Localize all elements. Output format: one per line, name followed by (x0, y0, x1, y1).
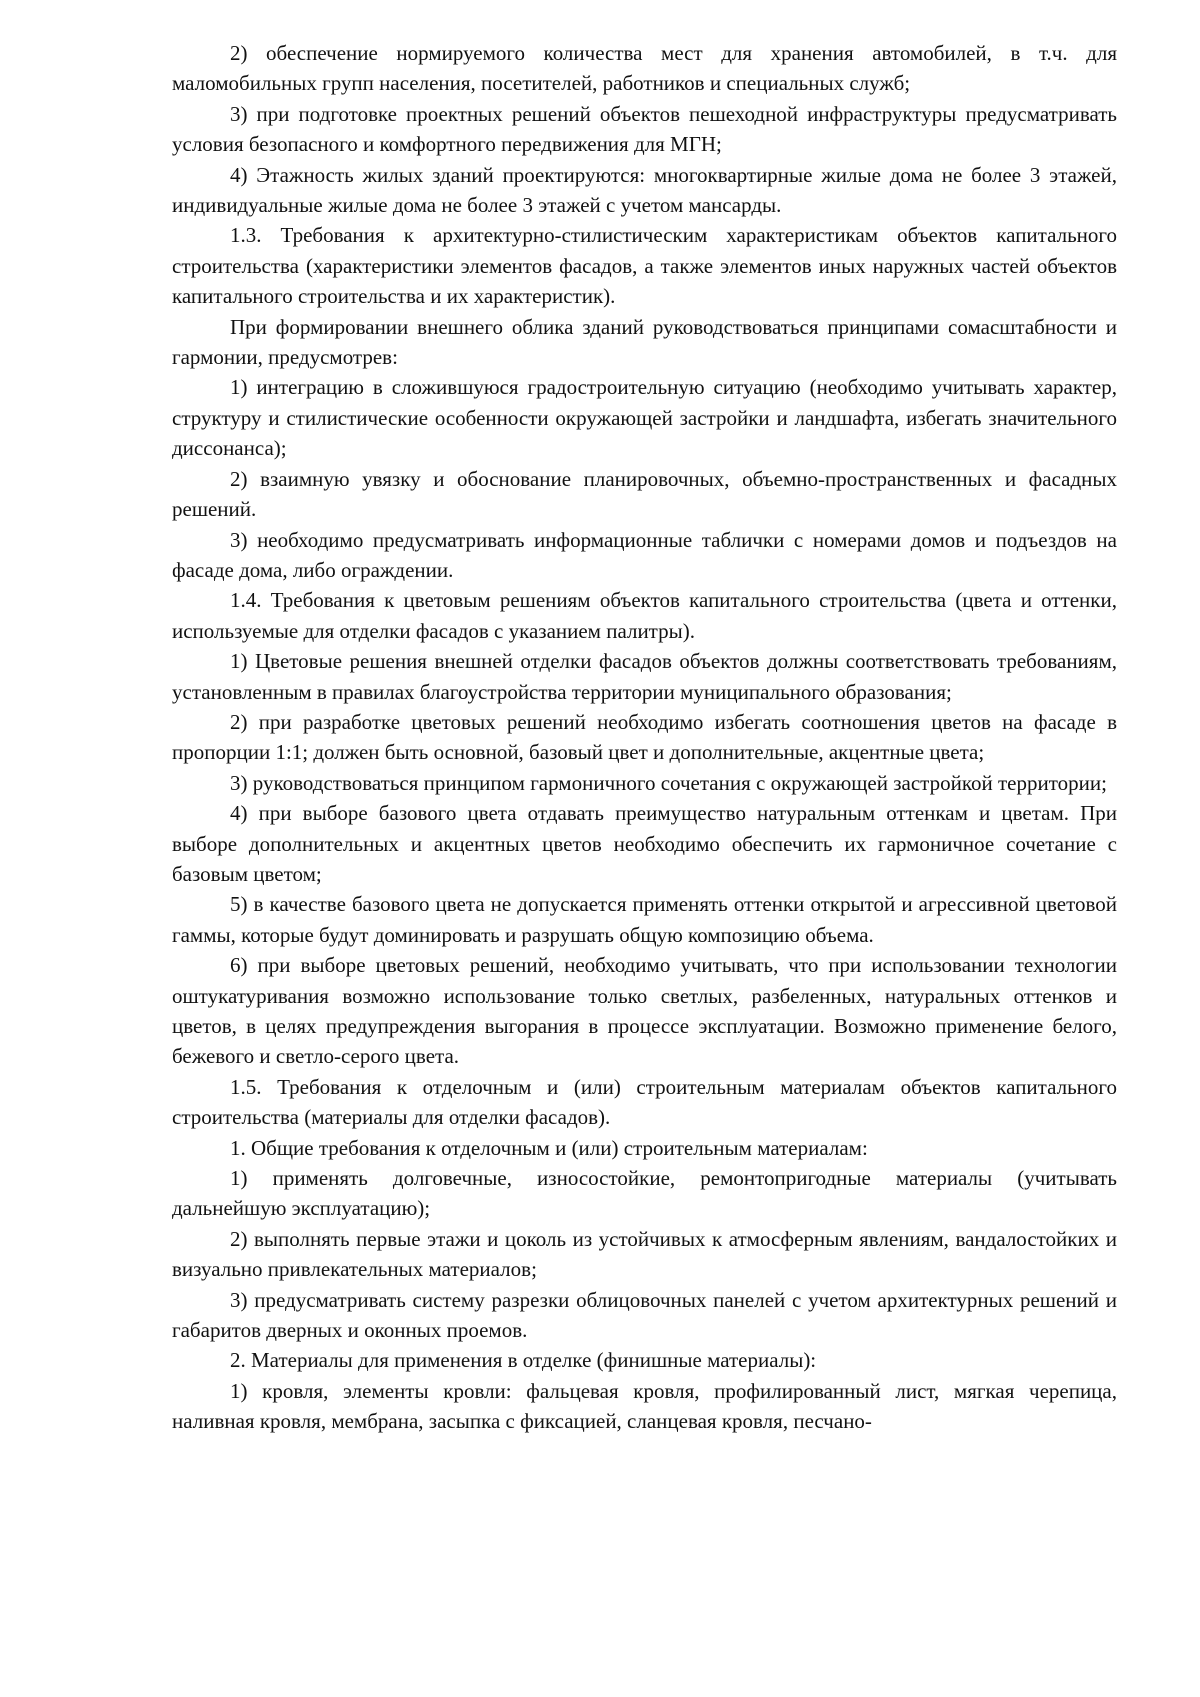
paragraph-number-of-floors: 4) Этажность жилых зданий проектируются: многоквартирные жилые дома не более 3 этажей, индивидуальные жилые дома не более 3 этажей с учетом мансарды. (172, 162, 1117, 218)
paragraph-house-number-plates: 3) необходимо предусматривать информационные таблички с номерами домов и подъездов на фасаде дома, либо ограждении. (172, 527, 1117, 582)
paragraph-section-1-4-heading: 1.4. Требования к цветовым решениям объектов капитального строительства (цвета и оттенки, используемые для отделки фасадов с указанием палитры). (172, 588, 1117, 643)
paragraph-base-color-choice: 4) при выборе базового цвета отдавать преимущество натуральным оттенкам и цветам. При выборе дополнительных и акцентных цветов необходимо обеспечить их гармоничное сочетание с базовым цветом; (172, 801, 1117, 886)
document-page (172, 38, 1117, 1437)
paragraph-integration: 1) интеграцию в сложившуюся градостроительную ситуацию (необходимо учитывать характер, структуру и стилистические особенности окружающей застройки и ландшафта, избегать значительного диссонанса); (172, 375, 1117, 461)
paragraph-section-1-3-heading: 1.3. Требования к архитектурно-стилистическим характеристикам объектов капитального строительства (характеристики элементов фасадов, а также элементов иных наружных частей объектов капитального строительства и их характеристик). (172, 223, 1117, 309)
paragraph-general-material-requirements: 1. Общие требования к отделочным и (или) строительным материалам: (230, 1135, 868, 1160)
paragraph-section-1-5-heading: 1.5. Требования к отделочным и (или) строительным материалам объектов капитального строительства (материалы для отделки фасадов). (172, 1074, 1117, 1130)
paragraph-ground-floors-plinth: 2) выполнять первые этажи и цоколь из устойчивых к атмосферным явлениям, вандалостойких и визуально привлекательных материалов; (172, 1226, 1117, 1282)
paragraph-mutual-linkage: 2) взаимную увязку и обоснование планировочных, объемно-пространственных и фасадных решений. (172, 466, 1117, 522)
paragraph-color-proportion: 2) при разработке цветовых решений необходимо избегать соотношения цветов на фасаде в пропорции 1:1; должен быть основной, базовый цвет и дополнительные, акцентные цвета; (172, 709, 1117, 765)
paragraph-durable-materials: 1) применять долговечные, износостойкие, ремонтопригодные материалы (учитывать дальнейшую эксплуатацию); (172, 1166, 1117, 1221)
paragraph-panel-layout: 3) предусматривать систему разрезки облицовочных панелей с учетом архитектурных решений и габаритов дверных и оконных проемов. (172, 1287, 1117, 1343)
paragraph-aggressive-colors: 5) в качестве базового цвета не допускается применять оттенки открытой и агрессивной цветовой гаммы, которые будут доминировать и разрушать общую композицию объема. (172, 892, 1117, 947)
paragraph-plaster-colors: 6) при выборе цветовых решений, необходимо учитывать, что при использовании технологии оштукатуривания возможно использование только светлых, разбеленных, натуральных оттенков и цветов, в целях предупреждения выгорания в процессе эксплуатации. Возможно применение белого, бежевого и светло-серого цвета. (172, 953, 1117, 1069)
paragraph-pedestrian-infrastructure: 3) при подготовке проектных решений объектов пешеходной инфраструктуры предусматривать условия безопасного и комфортного передвижения для МГН; (172, 101, 1117, 157)
paragraph-roofing: 1) кровля, элементы кровли: фальцевая кровля, профилированный лист, мягкая черепица, наливная кровля, мембрана, засыпка с фиксацией, сланцевая кровля, песчано- (172, 1378, 1117, 1434)
paragraph-finishing-materials: 2. Материалы для применения в отделке (финишные материалы): (230, 1348, 817, 1373)
paragraph-appearance-principles: При формировании внешнего облика зданий руководствоваться принципами сомасштабности и гармонии, предусмотрев: (172, 314, 1117, 370)
paragraph-harmony-principle: 3) руководствоваться принципом гармоничного сочетания с окружающей застройкой территории; (230, 770, 1107, 795)
paragraph-color-rules-compliance: 1) Цветовые решения внешней отделки фасадов объектов должны соответствовать требованиям, установленным в правилах благоустройства территории муниципального образования; (172, 649, 1117, 704)
paragraph-parking: 2) обеспечение нормируемого количества мест для хранения автомобилей, в т.ч. для маломобильных групп населения, посетителей, работников и специальных служб; (172, 41, 1117, 96)
